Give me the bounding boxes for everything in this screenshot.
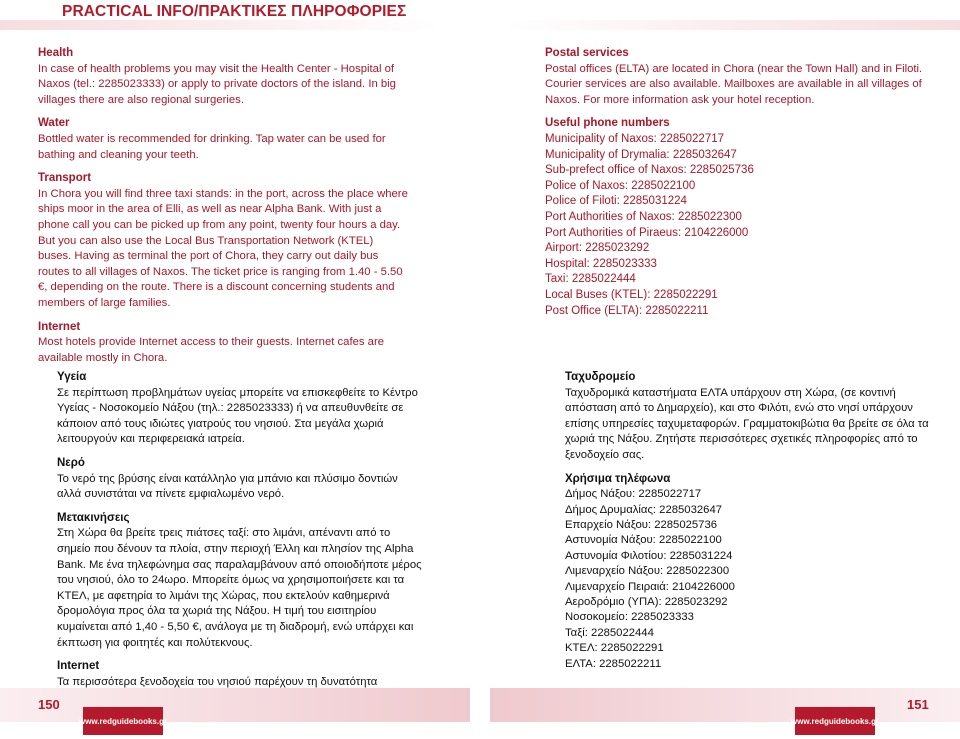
internet-text-en: Most hotels provide Internet access to their guests. Internet cafes are available mostly in Chora. <box>38 336 384 364</box>
phone-item-en: Police of Naxos: 2285022100 <box>545 179 696 192</box>
health-section-gr <box>57 370 422 448</box>
phone-item-en: Airport: 2285023292 <box>545 242 650 255</box>
phone-item-en: Municipality of Naxos: 2285022717 <box>545 132 725 145</box>
phone-item-gr: Ταξί: 2285022444 <box>565 626 654 639</box>
phone-item-en: Post Office (ELTA): 2285022211 <box>545 304 709 317</box>
health-section-en <box>38 46 408 108</box>
internet-section-en <box>38 320 408 367</box>
health-text-en: In case of health problems you may visit the Health Center - Hospital of Naxos (tel.: 2285023333) or apply to private doctors of the island. In big villages there are also regional surgeries. <box>38 62 396 106</box>
transport-text-gr: Στη Χώρα θα βρείτε τρεις πιάτσες ταξί: στο λιμάνι, απέναντι από το σημείο που δένουν τα πλοία, στην περιοχή Έλλη και πλησίον της Alpha Bank. Με ένα τηλεφώνημα σας παραλαμβάνουν από οποιοδήποτε μέρος του νησιού, όλο το 24ωρο. Μπορείτε όμως να χρησιμοποιήσετε και τα ΚΤΕΛ, με αφετηρία το λιμάνι της Χώρας, που εκτελούν καθημερινά δρομολόγια προς όλα τα χωριά της Νάξου. Η τιμή του εισιτηρίου κυμαίνεται από 1,40 - 5,50 €, ανάλογα με τη διαδρομή, ενώ υπάρχει και έκπτωση για φοιτητές και πολύτεκνους. <box>57 527 422 649</box>
health-heading-en: Health <box>38 47 74 59</box>
phones-section-en <box>545 116 925 319</box>
phone-item-en: Police of Filoti: 2285031224 <box>545 195 687 208</box>
phone-item-gr: Αστυνομία Νάξου: 2285022100 <box>565 534 722 547</box>
internet-heading-gr: Internet <box>57 660 100 673</box>
page-title: PRACTICAL INFO/ΠΡΑΚΤΙΚΕΣ ΠΛΗΡΟΦΟΡΙΕΣ <box>62 3 407 20</box>
footer-decor-bar-left <box>0 688 470 722</box>
postal-heading-gr: Ταχυδρομείο <box>565 371 636 383</box>
phone-item-gr: Λιμεναρχείο Νάξου: 2285022300 <box>565 565 730 578</box>
phone-item-gr: ΕΛΤΑ: 2285022211 <box>565 657 662 670</box>
english-right-column <box>545 46 925 327</box>
phone-item-gr: Λιμεναρχείο Πειραιά: 2104226000 <box>565 580 735 593</box>
internet-heading-en: Internet <box>38 320 81 333</box>
english-left-column <box>38 46 408 374</box>
greek-right-column <box>565 370 935 680</box>
water-text-en: Bottled water is recommended for drinking. Tap water can be used for bathing and cleaning your teeth. <box>38 132 386 161</box>
phone-item-gr: ΚΤΕΛ: 2285022291 <box>565 642 664 655</box>
transport-heading-en: Transport <box>38 172 92 185</box>
website-badge-left[interactable]: www.redguidebooks.gr <box>83 707 163 735</box>
transport-text-en: In Chora you will find three taxi stands: in the port, across the place where ships moor in the area of Elli, as well as near Alpha Bank. With just a phone call you can be picked up from any point, twenty four hours a day. But you can also use the Local Bus Transportation Network (KTEL) buses. Having as terminal the port of Chora, they carry out daily bus routes to all villages of Naxos. The ticket price is ranging from 1.40 - 5.50 €, depending on the route. There is a discount concerning students and members of large families. <box>38 187 408 309</box>
phones-heading-en: Useful phone numbers <box>545 117 670 130</box>
page-number-left: 150 <box>38 697 60 712</box>
title-decor-bar-right <box>505 20 960 30</box>
transport-heading-gr: Μετακινήσεις <box>57 511 130 524</box>
water-text-gr: Το νερό της βρύσης είναι κατάλληλο για μπάνιο και πλύσιμο δοντιών αλλά συνιστάται να πίνετε εμφιαλωμένο νερό. <box>57 472 398 501</box>
transport-section-en <box>38 171 408 311</box>
phone-item-gr: Επαρχείο Νάξου: 2285025736 <box>565 518 718 531</box>
phone-item-gr: Δήμος Δρυμαλίας: 2285032647 <box>565 503 723 516</box>
phone-item-en: Municipality of Drymalia: 2285032647 <box>545 148 737 161</box>
phones-section-gr <box>565 472 935 672</box>
phone-item-en: Port Authorities of Naxos: 2285022300 <box>545 210 742 223</box>
phone-item-en: Sub-prefect office of Naxos: 2285025736 <box>545 164 754 177</box>
postal-section-en <box>545 46 925 108</box>
postal-text-gr: Ταχυδρομικά καταστήματα ΕΛΤΑ υπάρχουν στη Χώρα, (σε κοντινή απόσταση από το Δημαρχείο), και στο Φιλότι, ενώ στο νησί υπάρχουν επίσης υπηρεσίες ταχυμεταφορών. Γραμματοκιβώτια θα βρείτε σε όλα τα χωριά της Νάξου. Ζητήστε περισσότερες σχετικές πληροφορίες από το ξενοδοχείο σας. <box>565 386 929 461</box>
phone-item-gr: Αεροδρόμιο (ΥΠΑ): 2285023292 <box>565 596 728 608</box>
phone-item-gr: Νοσοκομείο: 2285023333 <box>565 611 694 624</box>
water-section-gr <box>57 456 422 503</box>
postal-text-en: Postal offices (ELTA) are located in Chora (near the Town Hall) and in Filoti. Courier services are also available. Mailboxes are available in all villages of Naxos. For more information ask your hotel reception. <box>545 62 923 106</box>
water-heading-gr: Νερό <box>57 456 85 469</box>
water-section-en <box>38 116 408 163</box>
phone-item-gr: Αστυνομία Φιλοτίου: 2285031224 <box>565 549 733 562</box>
transport-section-gr <box>57 511 422 651</box>
phone-item-gr: Δήμος Νάξου: 2285022717 <box>565 488 702 501</box>
footer-decor-bar-right <box>490 688 960 722</box>
phone-item-en: Hospital: 2285023333 <box>545 257 657 270</box>
phone-item-en: Port Authorities of Piraeus: 2104226000 <box>545 226 749 239</box>
postal-heading-en: Postal services <box>545 47 629 59</box>
greek-left-column <box>57 370 422 714</box>
title-decor-bar-left <box>0 20 440 30</box>
health-text-gr: Σε περίπτωση προβλημάτων υγείας μπορείτε να επισκεφθείτε το Κέντρο Υγείας - Νοσοκομείο Νάξου (τηλ.: 2285023333) ή να απευθυνθείτε σε κάποιον από τους ιδιώτες γιατρούς του νησιού. Στα μεγάλα χωριά λειτουργούν και περιφερειακά ιατρεία. <box>57 386 418 446</box>
water-heading-en: Water <box>38 117 70 130</box>
internet-text-gr: Τα περισσότερα ξενοδοχεία του νησιού παρέχουν τη δυνατότητα <box>57 675 378 688</box>
phone-item-en: Taxi: 2285022444 <box>545 273 636 286</box>
health-heading-gr: Υγεία <box>57 371 87 383</box>
page-number-right: 151 <box>907 697 929 712</box>
postal-section-gr <box>565 370 935 464</box>
phones-heading-gr: Χρήσιμα τηλέφωνα <box>565 472 671 485</box>
website-badge-right[interactable]: www.redguidebooks.gr <box>795 707 875 735</box>
phone-item-en: Local Buses (KTEL): 2285022291 <box>545 288 718 301</box>
